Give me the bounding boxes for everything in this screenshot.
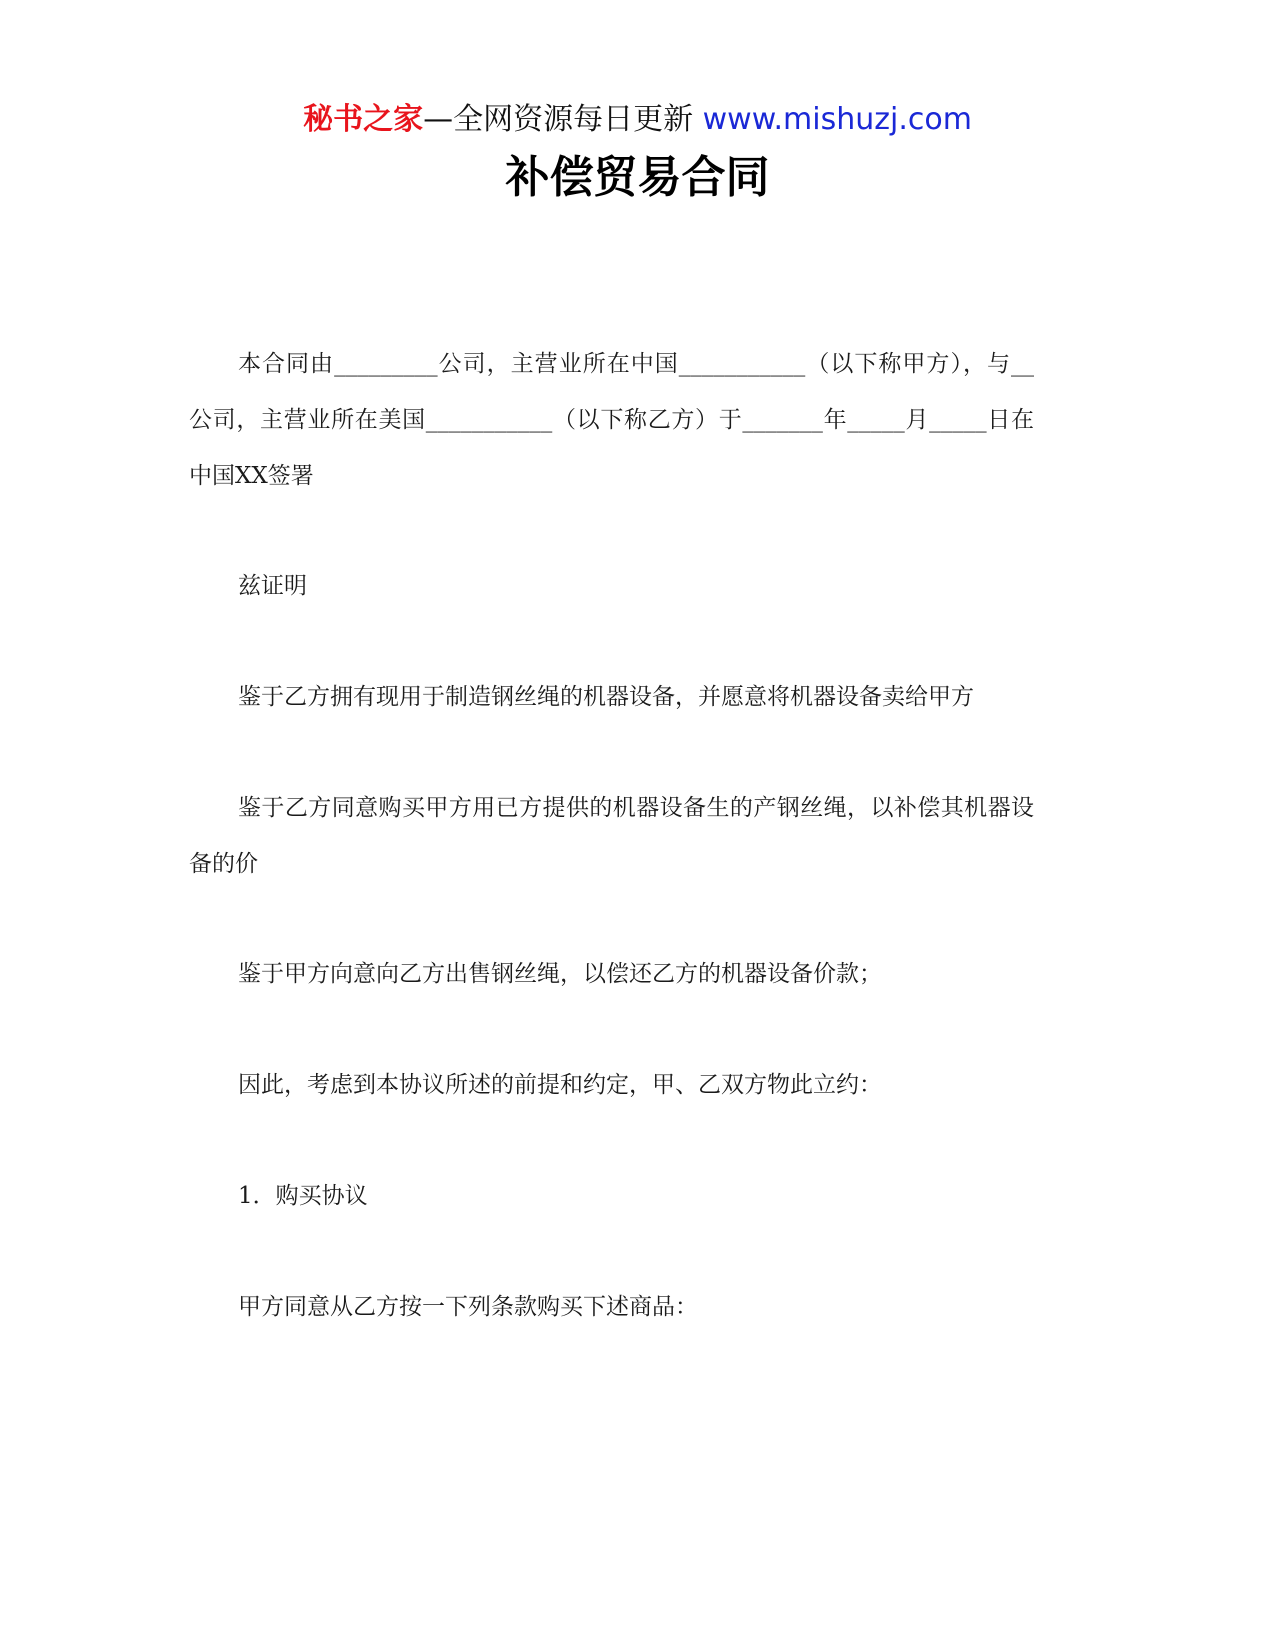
intro-paragraph-line-2: 公司，主营业所在美国___________（以下称乙方）于_______年_____月_____日在 bbox=[189, 407, 1034, 433]
brand-name: 秘书之家 bbox=[303, 102, 424, 137]
whereas-paragraph-3: 鉴于甲方向意向乙方出售钢丝绳，以偿还乙方的机器设备价款； bbox=[238, 961, 882, 987]
witness-paragraph: 兹证明 bbox=[238, 573, 307, 599]
site-url-link[interactable]: www.mishuzj.com bbox=[702, 102, 972, 137]
whereas-paragraph-2-line-2: 备的价 bbox=[189, 851, 258, 877]
header-tagline: —全网资源每日更新 bbox=[423, 102, 694, 137]
intro-paragraph-line-1: 本合同由_________公司，主营业所在中国___________（以下称甲方），与__ bbox=[238, 351, 1034, 377]
therefore-paragraph: 因此，考虑到本协议所述的前提和约定，甲、乙双方物此立约： bbox=[238, 1072, 882, 1098]
document-title: 补偿贸易合同 bbox=[505, 152, 770, 203]
whereas-paragraph-2-line-1: 鉴于乙方同意购买甲方用已方提供的机器设备生的产钢丝绳，以补偿其机器设 bbox=[238, 795, 1034, 821]
section-1-paragraph: 甲方同意从乙方按一下列条款购买下述商品： bbox=[238, 1294, 698, 1320]
section-1-heading: 1．购买协议 bbox=[238, 1183, 368, 1209]
whereas-paragraph-1: 鉴于乙方拥有现用于制造钢丝绳的机器设备，并愿意将机器设备卖给甲方 bbox=[238, 684, 974, 710]
site-header bbox=[0, 100, 1275, 140]
intro-paragraph-line-3: 中国XX签署 bbox=[189, 463, 314, 489]
